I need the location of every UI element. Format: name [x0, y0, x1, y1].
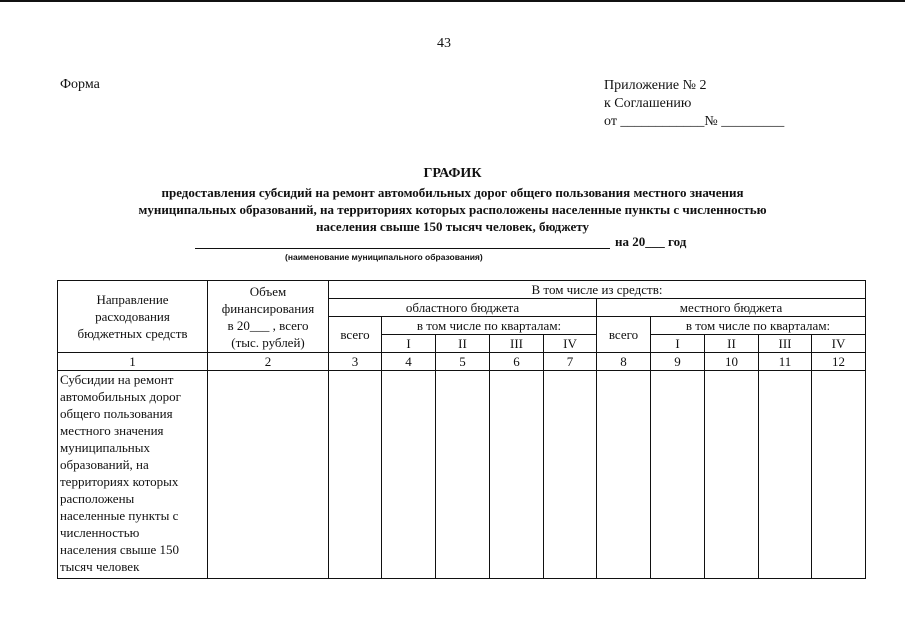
header-regional-budget: областного бюджета	[329, 299, 597, 317]
header-local-quarters: в том числе по кварталам:	[651, 317, 866, 335]
regional-quarter-3: III	[490, 335, 544, 353]
subtitle-line-1: предоставления субсидий на ремонт автомобильных дорог общего пользования местного значения	[161, 185, 744, 200]
local-quarter-2: II	[705, 335, 759, 353]
column-number-7: 7	[544, 353, 597, 371]
appendix-line-1: Приложение № 2	[604, 78, 707, 93]
local-quarter-4: IV	[812, 335, 866, 353]
form-label: Форма	[60, 77, 100, 92]
column-number-8: 8	[597, 353, 651, 371]
appendix-line-3: от ____________№ _________	[604, 114, 785, 129]
column-number-12: 12	[812, 353, 866, 371]
header-direction	[58, 281, 208, 353]
row-label-line: населения свыше 150	[60, 542, 179, 557]
cell-regional-q1[interactable]	[382, 371, 436, 579]
column-number-5: 5	[436, 353, 490, 371]
local-quarter-1: I	[651, 335, 705, 353]
row-label-line: численностью	[60, 525, 140, 540]
appendix-block	[604, 77, 784, 131]
cell-local-q2[interactable]	[705, 371, 759, 579]
column-number-9: 9	[651, 353, 705, 371]
header-local-total: всего	[597, 317, 651, 353]
row-label-line: расположены	[60, 491, 135, 506]
column-number-3: 3	[329, 353, 382, 371]
header-regional-total: всего	[329, 317, 382, 353]
year-label: на 20___ год	[615, 234, 687, 249]
row-label-line: тысяч человек	[60, 559, 140, 574]
document-subtitle	[0, 184, 905, 235]
header-local-budget: местного бюджета	[597, 299, 866, 317]
cell-local-q1[interactable]	[651, 371, 705, 579]
row-label-line: муниципальных	[60, 440, 151, 455]
page-number: 43	[437, 36, 451, 51]
column-number-11: 11	[759, 353, 812, 371]
header-volume	[208, 281, 329, 353]
cell-local-total[interactable]	[597, 371, 651, 579]
municipality-name-field[interactable]	[195, 248, 610, 249]
header-direction-line-2: расходования	[95, 309, 170, 324]
cell-regional-q3[interactable]	[490, 371, 544, 579]
local-quarter-3: III	[759, 335, 812, 353]
column-number-2: 2	[208, 353, 329, 371]
document-title: ГРАФИК	[423, 166, 482, 181]
header-direction-line-3: бюджетных средств	[77, 326, 188, 341]
column-number-1: 1	[58, 353, 208, 371]
column-number-10: 10	[705, 353, 759, 371]
row-subsidy-label	[58, 371, 208, 579]
cell-regional-q4[interactable]	[544, 371, 597, 579]
subtitle-line-3: населения свыше 150 тысяч человек, бюджету	[316, 219, 589, 234]
row-label-line: общего пользования	[60, 406, 173, 421]
header-direction-line-1: Направление	[96, 292, 169, 307]
cell-local-q4[interactable]	[812, 371, 866, 579]
column-number-4: 4	[382, 353, 436, 371]
cell-regional-q2[interactable]	[436, 371, 490, 579]
row-label-line: территориях которых	[60, 474, 179, 489]
regional-quarter-4: IV	[544, 335, 597, 353]
cell-regional-total[interactable]	[329, 371, 382, 579]
cell-volume[interactable]	[208, 371, 329, 579]
row-label-line: автомобильных дорог	[60, 389, 181, 404]
header-including: В том числе из средств:	[329, 281, 866, 299]
subtitle-line-2: муниципальных образований, на территориях которых расположены населенные пункты с численностью	[138, 202, 767, 217]
header-volume-line-3: в 20___ , всего	[227, 317, 309, 333]
regional-quarter-2: II	[436, 335, 490, 353]
header-volume-line-2: финансирования	[221, 300, 315, 316]
row-label-line: местного значения	[60, 423, 164, 438]
row-label-line: образований, на	[60, 457, 149, 472]
schedule-table	[57, 280, 866, 579]
header-regional-quarters: в том числе по кварталам:	[382, 317, 597, 335]
column-number-6: 6	[490, 353, 544, 371]
cell-local-q3[interactable]	[759, 371, 812, 579]
row-label-line: Субсидии на ремонт	[60, 372, 174, 387]
header-volume-line-1: Объем	[249, 283, 287, 299]
regional-quarter-1: I	[382, 335, 436, 353]
top-border-line	[0, 0, 905, 2]
header-volume-line-4: (тыс. рублей)	[231, 334, 305, 350]
municipality-caption: (наименование муниципального образования)	[285, 252, 483, 262]
row-label-line: населенные пункты с	[60, 508, 179, 523]
appendix-line-2: к Соглашению	[604, 96, 692, 111]
